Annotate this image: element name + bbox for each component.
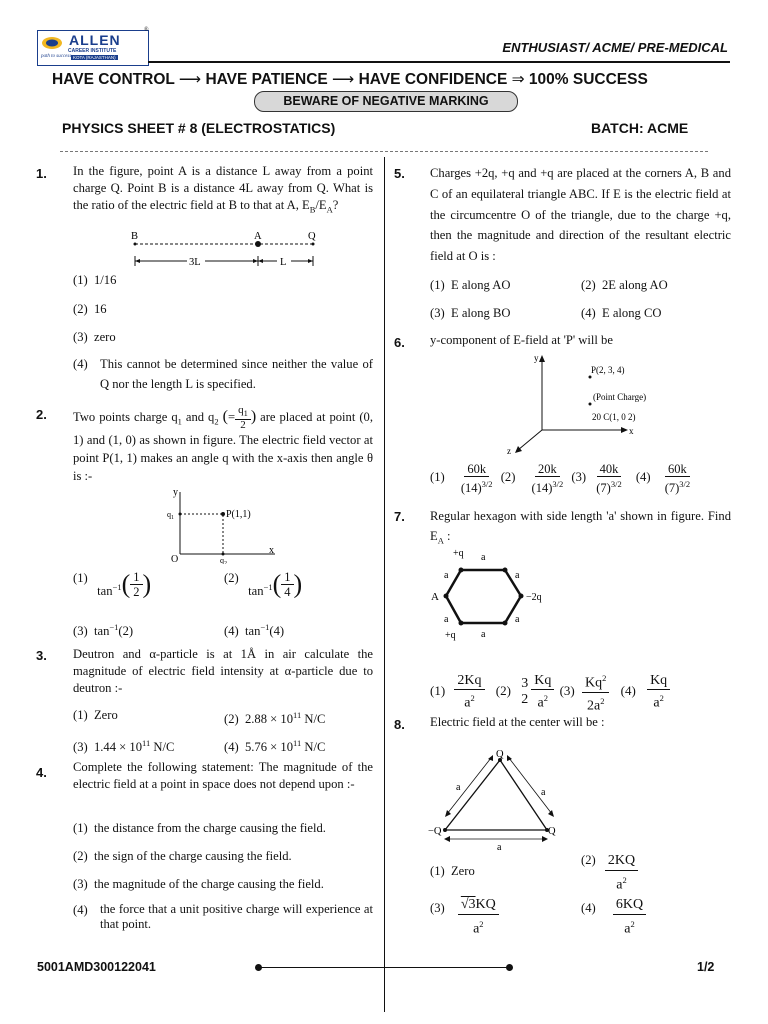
svg-text:+q: +q bbox=[445, 630, 456, 641]
question-number: 2. bbox=[36, 407, 47, 422]
question-number: 8. bbox=[394, 717, 405, 732]
allen-logo bbox=[37, 30, 149, 66]
header-rule bbox=[148, 61, 730, 63]
svg-text:q1: $q_1$ bbox=[167, 510, 174, 521]
q7-option-2[interactable]: (2) 3 2 $\frac{Kq}{a^2}$ bbox=[496, 683, 555, 698]
q2-option-3[interactable]: (3) $\tan^{-1}(2)$ bbox=[73, 622, 134, 639]
q5-option-3[interactable]: (3) E along BO bbox=[430, 306, 511, 320]
svg-text:a: a bbox=[515, 614, 520, 625]
svg-text:A: A bbox=[431, 591, 439, 603]
svg-text:a: a bbox=[515, 570, 520, 581]
page-number: 1/2 bbox=[697, 960, 715, 974]
figure-dist-3l: 3L bbox=[189, 257, 201, 268]
q1-option-2[interactable]: (2) 16 bbox=[73, 302, 107, 316]
svg-text:20 C(1, 0 2): 20 C(1, 0 2) bbox=[592, 412, 636, 422]
svg-text:(Point Charge): (Point Charge) bbox=[593, 392, 647, 402]
svg-text:x: x bbox=[269, 545, 274, 556]
motto-1: HAVE CONTROL bbox=[52, 71, 175, 88]
question-1-text: In the figure, point A is a distance L away from a point charge Q. Point B is a distance 4L away from Q. What is the ratio of the electric field at B to that at A, $E_B/E_A$? bbox=[73, 164, 373, 215]
motto-4: 100% SUCCESS bbox=[528, 71, 648, 88]
q8-option-2[interactable]: (2) $\frac{2KQ}{a^2}$ bbox=[581, 852, 638, 895]
q8-option-1[interactable]: (1) Zero bbox=[430, 864, 475, 878]
q4-option-3[interactable]: (3) the magnitude of the charge causing the field. bbox=[73, 877, 324, 891]
q3-option-4[interactable]: (4) $5.76 \times 10^{11}$ N/C bbox=[224, 738, 326, 755]
q5-option-2[interactable]: (2) 2E along AO bbox=[581, 278, 668, 292]
svg-text:O: O bbox=[171, 554, 179, 564]
q3-option-3[interactable]: (3) $1.44 \times 10^{11}$ N/C bbox=[73, 738, 175, 755]
svg-text:P(2, 3, 4): P(2, 3, 4) bbox=[591, 365, 625, 375]
q8-option-3[interactable]: (3) $\frac{√3KQ}{a^2}$ bbox=[430, 896, 499, 939]
q1-option-1[interactable]: (1) 1/16 bbox=[73, 273, 117, 287]
footer-dot-right bbox=[506, 964, 513, 971]
question-7-figure bbox=[425, 540, 575, 645]
sheet-title: PHYSICS SHEET # 8 (ELECTROSTATICS) bbox=[62, 120, 336, 136]
q6-option-4[interactable]: (4) $\frac{60k}{(7)^{3/2}}$ bbox=[635, 462, 691, 496]
question-number: 6. bbox=[394, 335, 405, 350]
question-4-text: Complete the following statement: The magnitude of the electric field at a point in space does not depend upon :- bbox=[73, 760, 373, 791]
svg-text:−Q: −Q bbox=[428, 826, 442, 837]
registered-mark: ® bbox=[144, 27, 149, 33]
question-6-figure bbox=[500, 352, 670, 457]
figure-label-a: A bbox=[254, 231, 262, 242]
batch-label: BATCH: ACME bbox=[591, 120, 689, 136]
q7-option-3[interactable]: (3) $\frac{Kq^2}{2a^2}$ bbox=[560, 683, 610, 698]
svg-text:a: a bbox=[541, 787, 546, 798]
logo-emblem-icon bbox=[41, 35, 63, 51]
q3-option-2[interactable]: (2) $2.88 \times 10^{11}$ N/C bbox=[224, 710, 326, 727]
question-8-figure bbox=[425, 748, 575, 853]
column-divider bbox=[384, 157, 385, 1012]
svg-text:+q: +q bbox=[453, 548, 464, 559]
q3-option-1[interactable]: (1) Zero bbox=[73, 708, 118, 722]
q5-option-4[interactable]: (4) E along CO bbox=[581, 306, 662, 320]
q7-option-1[interactable]: (1) $\frac{2Kq}{a^2}$ bbox=[430, 683, 485, 698]
q6-option-3[interactable]: (3) $\frac{40k}{(7)^{3/2}}$ bbox=[571, 462, 622, 496]
question-2-text: Two points charge $q_1$ and $q_2$ (= $\frac{q_1}{2}$ ) are placed at point (0, 1) and (1, 0) as shown in figure. The electric field vector at point P(1, 1) makes an angle q with the x-axis then angle θ is :- bbox=[73, 404, 373, 484]
q8-option-4[interactable]: (4) $\frac{6KQ}{a^2}$ bbox=[581, 896, 646, 939]
negative-marking-badge: BEWARE OF NEGATIVE MARKING bbox=[254, 91, 518, 112]
q4-option-2[interactable]: (2) the sign of the charge causing the field. bbox=[73, 849, 292, 863]
logo-sub: CAREER INSTITUTE bbox=[68, 48, 117, 54]
svg-text:z: z bbox=[507, 446, 511, 456]
footer-dot-left bbox=[255, 964, 262, 971]
q2-option-1[interactable]: (1) $\tan^{-1}$( $\frac{1}{2}$ ) bbox=[73, 569, 152, 599]
q7-options bbox=[430, 670, 670, 714]
question-number: 3. bbox=[36, 648, 47, 663]
svg-text:a: a bbox=[444, 614, 449, 625]
svg-text:y: y bbox=[173, 487, 178, 498]
logo-brand: ALLEN bbox=[69, 32, 121, 48]
arrow-right-icon: ⟶ bbox=[178, 71, 202, 88]
q2-option-2[interactable]: (2) $\tan^{-1}$( $\frac{1}{4}$ ) bbox=[224, 569, 303, 599]
question-number: 5. bbox=[394, 166, 405, 181]
q6-option-2[interactable]: (2) $\frac{20k}{(14)^{3/2}}$ bbox=[500, 462, 564, 496]
question-7-text: Regular hexagon with side length 'a' shown in figure. Find $E_A$ : bbox=[430, 509, 731, 546]
logo-tagline: path to success bbox=[41, 54, 72, 59]
svg-text:a: a bbox=[497, 842, 502, 853]
svg-text:a: a bbox=[456, 782, 461, 793]
motto-line bbox=[52, 70, 722, 89]
q2-option-4[interactable]: (4) $\tan^{-1}(4)$ bbox=[224, 622, 285, 639]
program-title: ENTHUSIAST/ ACME/ PRE-MEDICAL bbox=[502, 40, 728, 55]
title-rule bbox=[60, 151, 708, 152]
question-8-text: Electric field at the center will be : bbox=[430, 715, 605, 729]
svg-text:P(1,1): P(1,1) bbox=[226, 509, 251, 520]
question-3-text: Deutron and α-particle is at 1Å in air calculate the magnitude of electric field intensity at α-particle due to deutron :- bbox=[73, 647, 373, 695]
svg-text:y: y bbox=[534, 353, 539, 363]
question-number: 1. bbox=[36, 166, 47, 181]
footer-rule bbox=[258, 967, 510, 968]
question-number: 7. bbox=[394, 509, 405, 524]
motto-2: HAVE PATIENCE bbox=[205, 71, 328, 88]
svg-text:x: x bbox=[629, 426, 634, 436]
figure-label-q: Q bbox=[308, 231, 316, 242]
q6-options bbox=[430, 462, 693, 495]
footer-code: 5001AMD300122041 bbox=[37, 960, 156, 974]
figure-label-b: B bbox=[131, 231, 139, 242]
question-1-figure bbox=[125, 230, 325, 268]
svg-text:Q: Q bbox=[548, 826, 556, 837]
question-6-text: y-component of E-field at 'P' will be bbox=[430, 333, 613, 347]
question-2-figure bbox=[165, 484, 285, 564]
q7-option-4[interactable]: (4) $\frac{Kq}{a^2}$ bbox=[621, 683, 671, 698]
q1-option-3[interactable]: (3) zero bbox=[73, 330, 116, 344]
svg-text:a: a bbox=[481, 629, 486, 640]
svg-text:−2q: −2q bbox=[526, 592, 542, 603]
q4-option-4[interactable]: (4) the force that a unit positive charge will experience at that point. bbox=[73, 902, 373, 931]
q5-option-1[interactable]: (1) E along AO bbox=[430, 278, 511, 292]
arrow-right-icon: ⟶ bbox=[332, 71, 355, 88]
implies-arrow-icon: ⇒ bbox=[511, 71, 525, 88]
svg-text:Q: Q bbox=[496, 749, 504, 760]
motto-3: HAVE CONFIDENCE bbox=[358, 71, 508, 88]
logo-city: KOTA (RAJASTHAN) bbox=[73, 55, 116, 60]
figure-dist-l: L bbox=[280, 257, 287, 268]
q6-option-1[interactable]: (1) $\frac{60k}{(14)^{3/2}}$ bbox=[430, 462, 493, 496]
q1-option-4[interactable]: (4) This cannot be determined since neither the value of Q nor the length L is specified. bbox=[73, 357, 373, 391]
svg-text:a: a bbox=[444, 570, 449, 581]
question-number: 4. bbox=[36, 765, 47, 780]
q4-option-1[interactable]: (1) the distance from the charge causing the field. bbox=[73, 821, 326, 835]
svg-text:q2: $q_2$ bbox=[220, 556, 227, 564]
svg-text:a: a bbox=[481, 552, 486, 563]
question-5-text: Charges +2q, +q and +q are placed at the corners A, B and C of an equilateral triangle ABC. If E is the electric field at the circumcentre O of the triangle, due to the charge +q, then the magnitude and direction of the resultant electric field at O is : bbox=[430, 166, 731, 264]
